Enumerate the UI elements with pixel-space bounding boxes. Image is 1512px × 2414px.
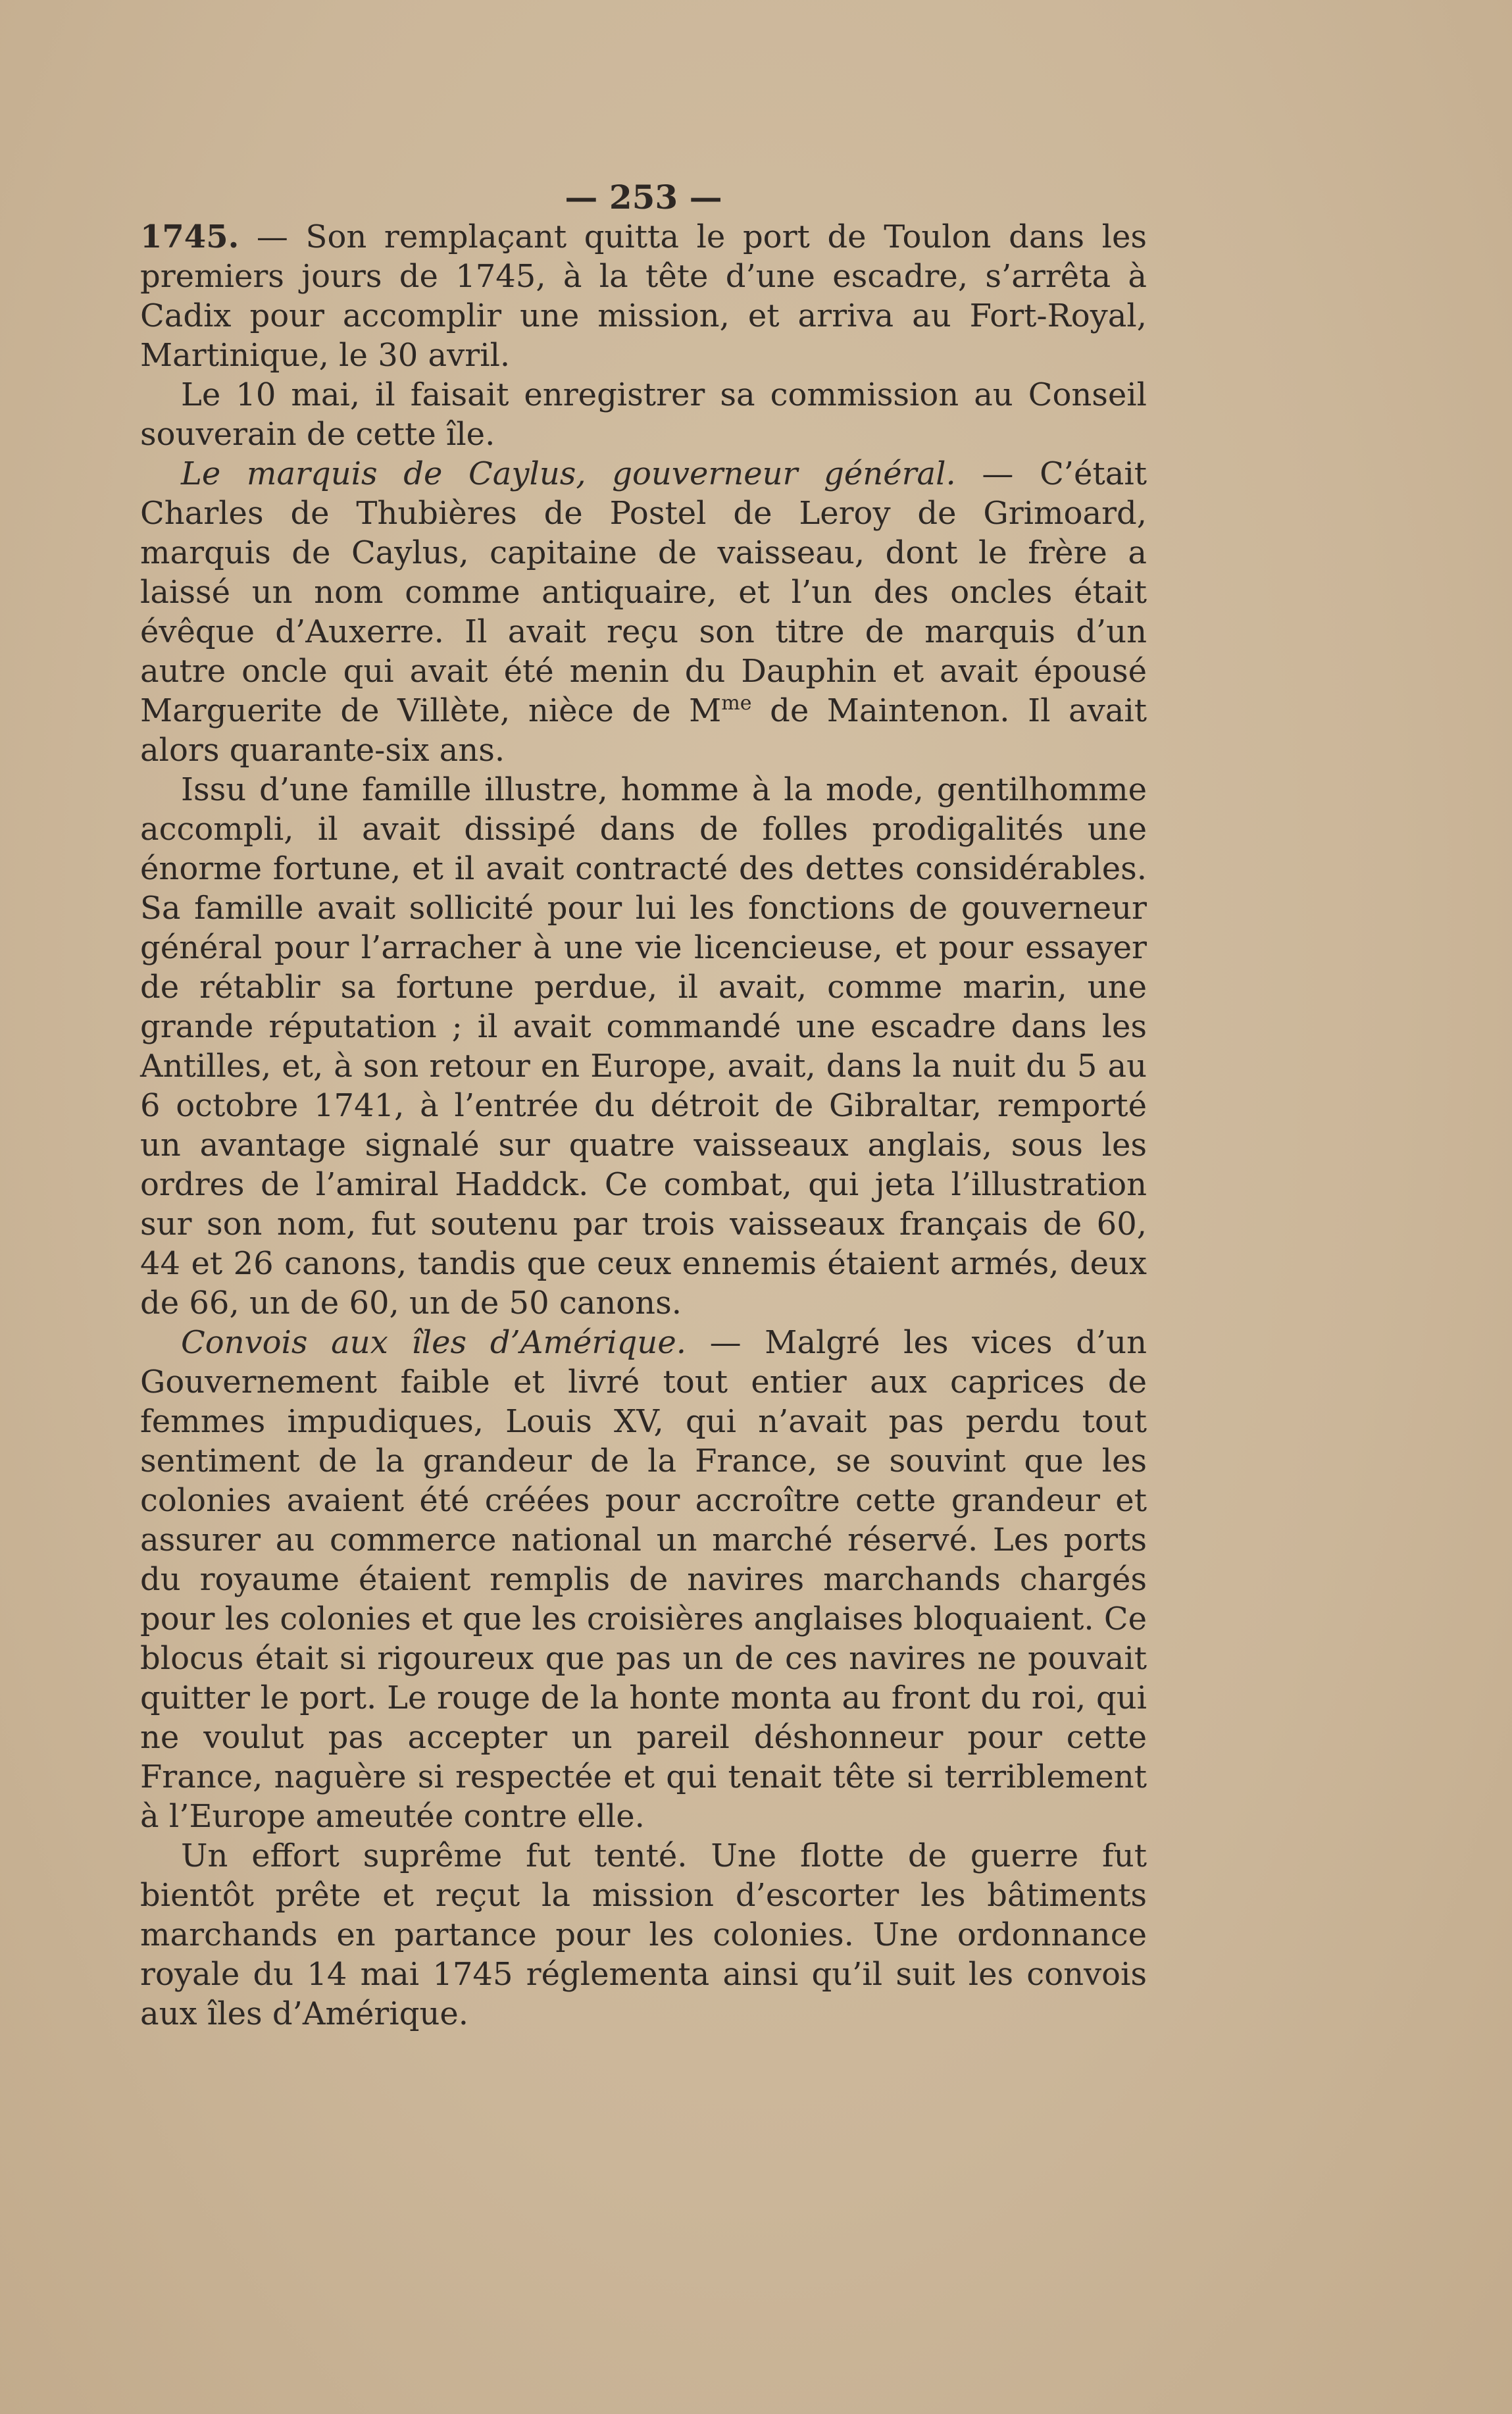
- paragraph-text: — Malgré les vices d’un Gouvernement faible et livré tout entier aux caprices de femmes impudiques, Louis XV, qui n’avait pas perdu tout sentiment de la grandeur de la France, se souvint que les colonies avaient été créées pour accroître cette grandeur et assurer au commerce national un marché réservé. Les ports du royaume étaient remplis de navires marchands chargés pour les colonies et que les croisières anglaises bloquaient. Ce blocus était si rigoureux que pas un de ces navires ne pouvait quitter le port. Le rouge de la honte monta au front du roi, qui ne voulut pas accepter un pareil déshonneur pour cette France, naguère si respectée et qui tenait tête si terriblement à l’Europe ameutée contre elle.: [140, 1324, 1147, 1835]
- paragraph-effort: [140, 1836, 1147, 2034]
- year-heading: 1745.: [140, 218, 239, 255]
- paragraph-convois: [140, 1323, 1147, 1836]
- page-number: — 253 —: [565, 178, 722, 217]
- paragraph-1745: [140, 217, 1147, 375]
- paragraph-caylus: [140, 454, 1147, 770]
- paragraph-text: — Son remplaçant quitta le port de Toulon dans les premiers jours de 1745, à la tête d’une escadre, s’arrêta à Cadix pour accomplir une mission, et arriva au Fort-Royal, Martinique, le 30 avril.: [140, 218, 1147, 374]
- paragraph-text: Un effort suprême fut tenté. Une flotte de guerre fut bientôt prête et reçut la mission d’escorter les bâtiments marchands en partance pour les colonies. Une ordonnance royale du 14 mai 1745 réglementa ainsi qu’il suit les convois aux îles d’Amérique.: [140, 1837, 1147, 2032]
- section-heading-caylus: Le marquis de Caylus, gouverneur général.: [181, 455, 956, 492]
- paragraph-famille: [140, 770, 1147, 1323]
- paragraph-text: de Maintenon. Il avait alors quarante-six ans.: [140, 692, 1147, 769]
- paragraph-text: — C’était Charles de Thubières de Postel de Leroy de Grimoard, marquis de Caylus, capitaine de vaisseau, dont le frère a laissé un nom comme antiquaire, et l’un des oncles était évêque d’Auxerre. Il avait reçu son titre de marquis d’un autre oncle qui avait été menin du Dauphin et avait épousé Marguerite de Villète, nièce de M: [140, 455, 1147, 729]
- page-text-block: [140, 178, 1147, 2034]
- paragraph-text: Issu d’une famille illustre, homme à la mode, gentilhomme accompli, il avait dissipé dans de folles prodigalités une énorme fortune, et il avait contracté des dettes considérables. Sa famille avait sollicité pour lui les fonctions de gouverneur général pour l’arracher à une vie licencieuse, et pour essayer de rétablir sa fortune perdue, il avait, comme marin, une grande réputation ; il avait commandé une escadre dans les Antilles, et, à son retour en Europe, avait, dans la nuit du 5 au 6 octobre 1741, à l’entrée du détroit de Gibraltar, remporté un avantage signalé sur quatre vaisseaux anglais, sous les ordres de l’amiral Haddck. Ce combat, qui jeta l’illustration sur son nom, fut soutenu par trois vaisseaux français de 60, 44 et 26 canons, tandis que ceux ennemis étaient armés, deux de 66, un de 60, un de 50 canons.: [140, 771, 1147, 1322]
- paragraph-text: Le 10 mai, il faisait enregistrer sa commission au Conseil souverain de cette île.: [140, 376, 1147, 453]
- section-heading-convois: Convois aux îles d’Amérique.: [181, 1324, 686, 1361]
- superscript-me: me: [721, 692, 752, 715]
- paragraph-commission: [140, 375, 1147, 454]
